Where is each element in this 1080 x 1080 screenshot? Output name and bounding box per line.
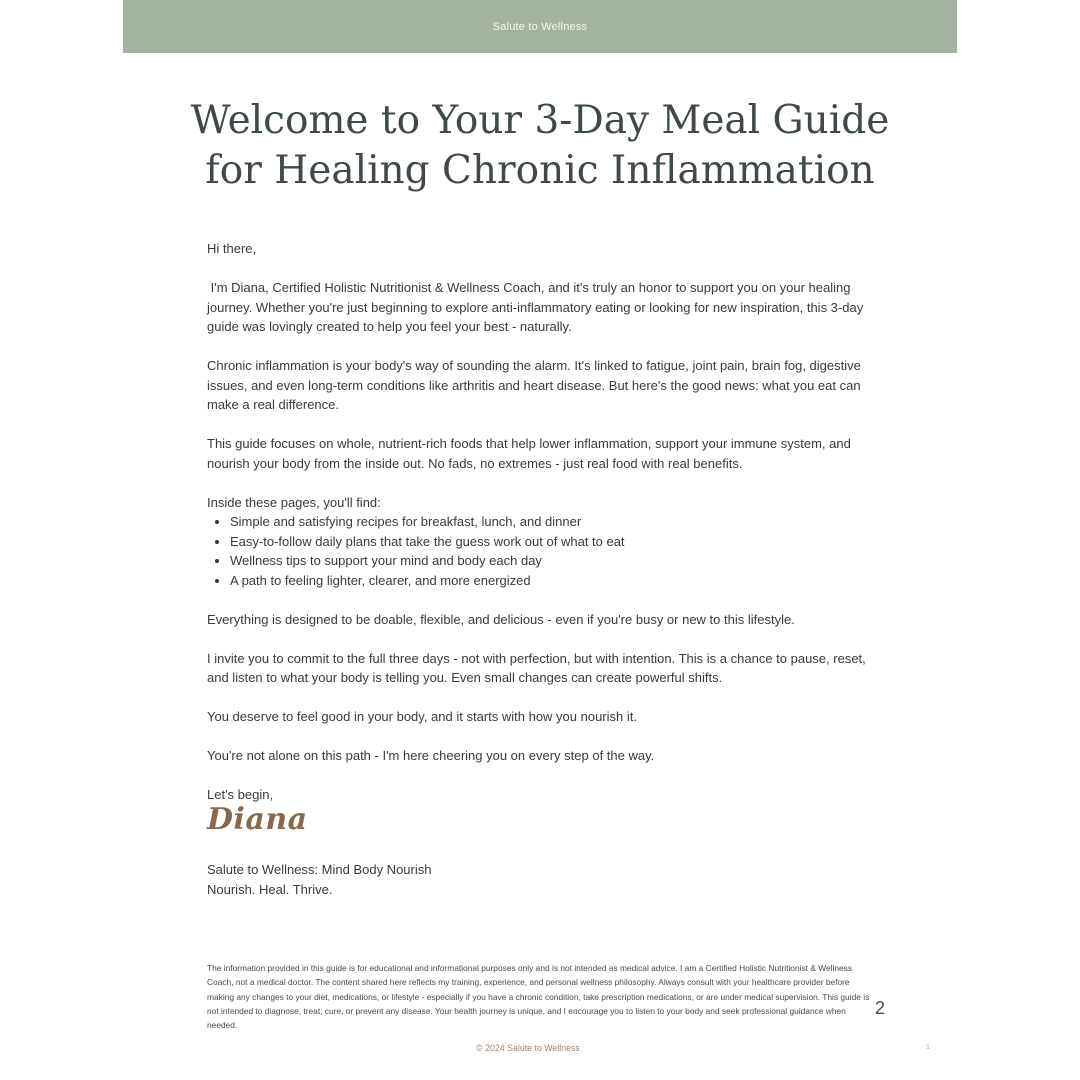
brand-tagline (207, 860, 431, 899)
brand-name-line: Salute to Wellness: Mind Body Nourish (207, 862, 432, 877)
medical-disclaimer: The information provided in this guide is for educational and informational purposes only and is not intended as medical advice. I am a Certified Holistic Nutritionist & Wellness Coach, not a medical doctor. The content shared here reflects my training, experience, and personal wellness philosophy. Always consult with your healthcare provider before making any changes to your diet, medications, or lifestyle - especially if you have a chronic condition, take prescription medications, or are under medical supervision. This guide is not intended to diagnose, treat, cure, or prevent any disease. Your health journey is unique, and I encourage you to listen to your body and seek professional guidance when needed. (207, 963, 870, 1031)
copyright: © 2024 Salute to Wellness (476, 1043, 580, 1053)
page-title-line-1: Welcome to Your 3-Day Meal Guide (190, 98, 890, 143)
intro-paragraph: I'm Diana, Certified Holistic Nutritionist & Wellness Coach, and it's truly an honor to support you on your healing journey. Whether you're just beginning to explore anti-inflammatory eating or looking for new inspiration, this 3-day guide was lovingly created to help you feel your best - naturally. (207, 280, 867, 334)
list-item: • Easy-to-follow daily plans that take the guess work out of what to eat (230, 532, 879, 552)
commitment-paragraph: I invite you to commit to the full three days - not with perfection, but with intention. This is a chance to pause, reset, and listen to what your body is telling you. Even small changes can create powerful shifts. (207, 650, 866, 685)
greeting: Hi there, (207, 241, 257, 256)
letter-body (207, 239, 879, 824)
deserve-paragraph: You deserve to feel good in your body, and it starts with how you nourish it. (207, 709, 637, 724)
not-alone-paragraph: You're not alone on this path - I'm here cheering you on every step of the way. (207, 748, 655, 763)
list-item: • Wellness tips to support your mind and body each day (230, 551, 879, 571)
inflammation-paragraph: Chronic inflammation is your body's way of sounding the alarm. It's linked to fatigue, joint pain, brain fog, digestive issues, and even long-term conditions like arthritis and heart disease. But here's the good news: what you eat can make a real difference. (207, 358, 861, 412)
signoff: Let's begin, (207, 787, 274, 802)
small-folio: 1 (926, 1044, 930, 1051)
design-paragraph: Everything is designed to be doable, flexible, and delicious - even if you're busy or new to this lifestyle. (207, 611, 795, 627)
list-item: • Simple and satisfying recipes for breakfast, lunch, and dinner (230, 512, 879, 532)
header-brand: Salute to Wellness (492, 20, 588, 33)
signature: Diana (207, 802, 308, 837)
features-list (207, 512, 879, 590)
page-number: 2 (875, 998, 886, 1018)
page-title (160, 96, 920, 196)
list-item: • A path to feeling lighter, clearer, and more energized (230, 571, 879, 591)
guide-focus-paragraph: This guide focuses on whole, nutrient-rich foods that help lower inflammation, support your immune system, and nourish your body from the inside out. No fads, no extremes - just real food with real benefits. (207, 436, 851, 471)
header-band (123, 0, 957, 53)
brand-slogan-line: Nourish. Heal. Thrive. (207, 881, 333, 897)
list-intro: Inside these pages, you'll find: (207, 494, 381, 510)
page-title-line-2: for Healing Chronic Inflammation (205, 148, 875, 193)
